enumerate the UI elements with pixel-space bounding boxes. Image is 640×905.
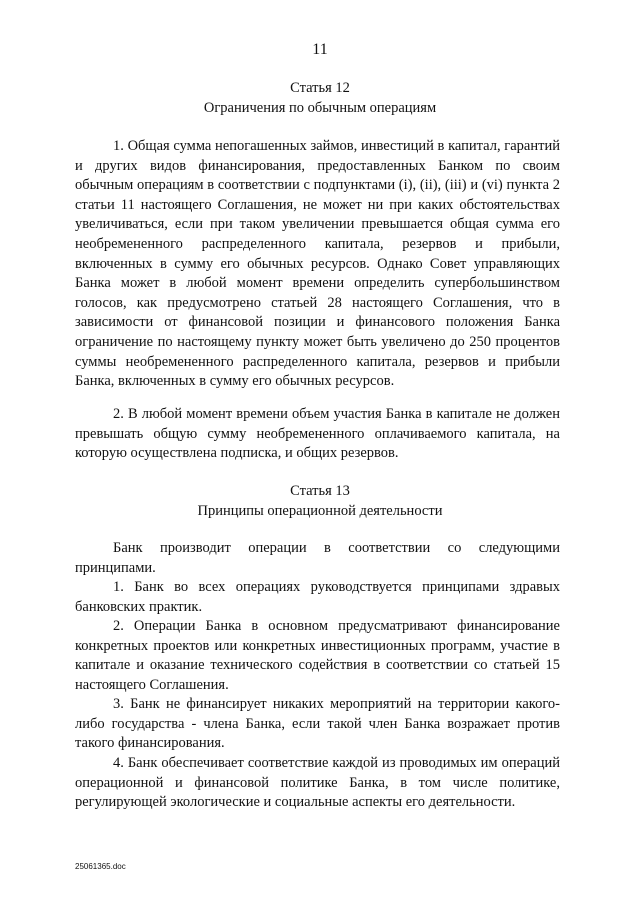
article-13-paragraph-2: 2. Операции Банка в основном предусматривают финансирование конкретных проектов или конкретных инвестиционных программ, участие в капитале и оказание технического содействия в соответствии со статьей 15 настоящего Соглашения.	[75, 618, 560, 693]
article-12-paragraph-2: 2. В любой момент времени объем участия Банка в капитале не должен превышать общую сумму необремененного оплачиваемого капитала, на которую осуществлена подписка, и общих резервов.	[75, 406, 560, 462]
article-12-subtitle: Ограничения по обычным операциям	[203, 100, 437, 116]
article-13-title: Статья 13	[290, 483, 350, 499]
page-number: 11	[312, 41, 328, 58]
article-13-intro: Банк производит операции в соответствии со следующими принципами.	[75, 540, 560, 576]
article-13-paragraph-4: 4. Банк обеспечивает соответствие каждой из проводимых им операций операционной и финансовой политике Банка, в том числе политике, регулирующей экологические и социальные аспекты его деятельности.	[75, 755, 560, 811]
article-12-title: Статья 12	[290, 80, 350, 96]
article-13-paragraph-3: 3. Банк не финансирует никаких мероприятий на территории какого-либо государства - члена Банка, если такой член Банка возражает против такого финансирования.	[75, 696, 560, 752]
article-13-paragraph-1: 1. Банк во всех операциях руководствуется принципами здравых банковских практик.	[75, 579, 560, 615]
article-13-subtitle: Принципы операционной деятельности	[197, 503, 443, 519]
article-12-paragraph-1: 1. Общая сумма непогашенных займов, инвестиций в капитал, гарантий и других видов финансирования, предоставленных Банком по своим обычным операциям в соответствии с подпунктами (i), (ii), (iii) и (vi) пункта 2 статьи 11 настоящего Соглашения, не может ни при каких обстоятельствах увеличиваться, если при таком увеличении превышается общая сумма его необремененного распределенного капитала, резервов и прибыли, включенных в сумму его обычных ресурсов. Однако Совет управляющих Банка может в любой момент времени определить супербольшинством голосов, как предусмотрено статьей 28 настоящего Соглашения, что в зависимости от финансовой позиции и финансового положения Банка ограничение по настоящему пункту может быть увеличено до 250 процентов суммы необремененного распределенного капитала, резервов и прибыли Банка, включенных в сумму его обычных ресурсов.	[75, 138, 560, 390]
footer-filename: 25061365.doc	[75, 862, 126, 871]
